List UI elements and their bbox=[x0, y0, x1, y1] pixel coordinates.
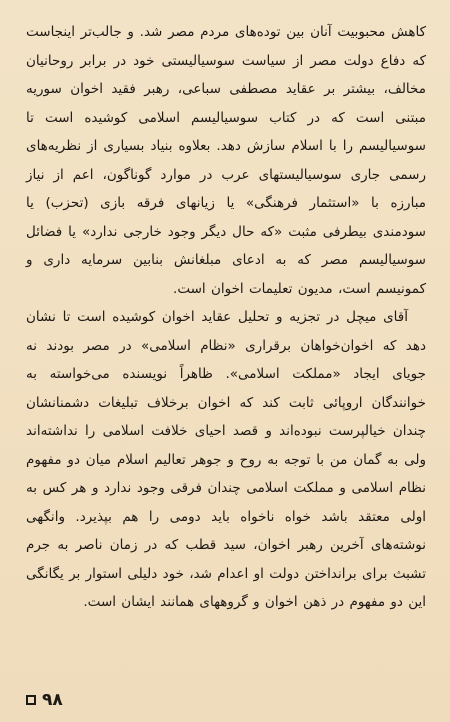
paragraph-1: کاهش محبوبیت آنان بین توده‌های مردم مصر شد. و جالب‌تر اینجاست که دفاع دولت مصر از سیاست سوسیالیستی خود در برابر روحانیان مخالف، بیشتر بر عقاید مصطفی سباعی، رهبر فقید اخوان سوریه مبتنی است که در کتاب سوسیالیسم اسلامی کوشیده است تا سوسیالیسم را با اسلام سازش دهد. بعلاوه بنیاد بسیاری از نظریه‌های رسمی جاری سوسیالیستهای عرب در موارد گوناگون، اعم از نیاز مبارزه با «استثمار فرهنگی» یا زیانهای فرقه بازی (تحزب) یا سودمندی بیطرفی مثبت «که حال دیگر وجود خارجی ندارد» یا فضائل سوسیالیسم مصر که به ادعای مبلغانش بنابین سرمایه داری و کمونیسم است، مدیون تعلیمات اخوان است. bbox=[26, 24, 426, 297]
page-number: ۹۸ bbox=[42, 690, 63, 710]
page-footer bbox=[26, 690, 63, 710]
body-text bbox=[26, 18, 426, 617]
square-icon bbox=[26, 695, 36, 705]
paragraph-2: آقای میچل در تجزیه و تحلیل عقاید اخوان کوشیده است تا نشان دهد که اخوان‌خواهان برقراری «نظام اسلامی» در مصر بودند نه جویای ایجاد «مملکت اسلامی». ظاهراً نویسنده می‌خواسته به خوانندگان اروپائی ثابت کند که اخوان برخلاف تبلیغات دشمنانشان چندان خیالپرست نبوده‌اند و قصد احیای خلافت اسلامی را نداشته‌اند ولی به گمان من با توجه به روح و جوهر تعالیم اسلام میان دو مفهوم نظام اسلامی و مملکت اسلامی چندان فرقی وجود ندارد و هر کس به اولی معتقد باشد خواه ناخواه باید دومی را هم بپذیرد. وانگهی نوشته‌های آخرین رهبر اخوان، سید قطب که در زمان ناصر به جرم تشبث برای برانداختن دولت او اعدام شد، خود دلیلی استوار بر یگانگی این دو مفهوم در ذهن اخوان و گروههای همانند ایشان است. bbox=[26, 309, 426, 610]
